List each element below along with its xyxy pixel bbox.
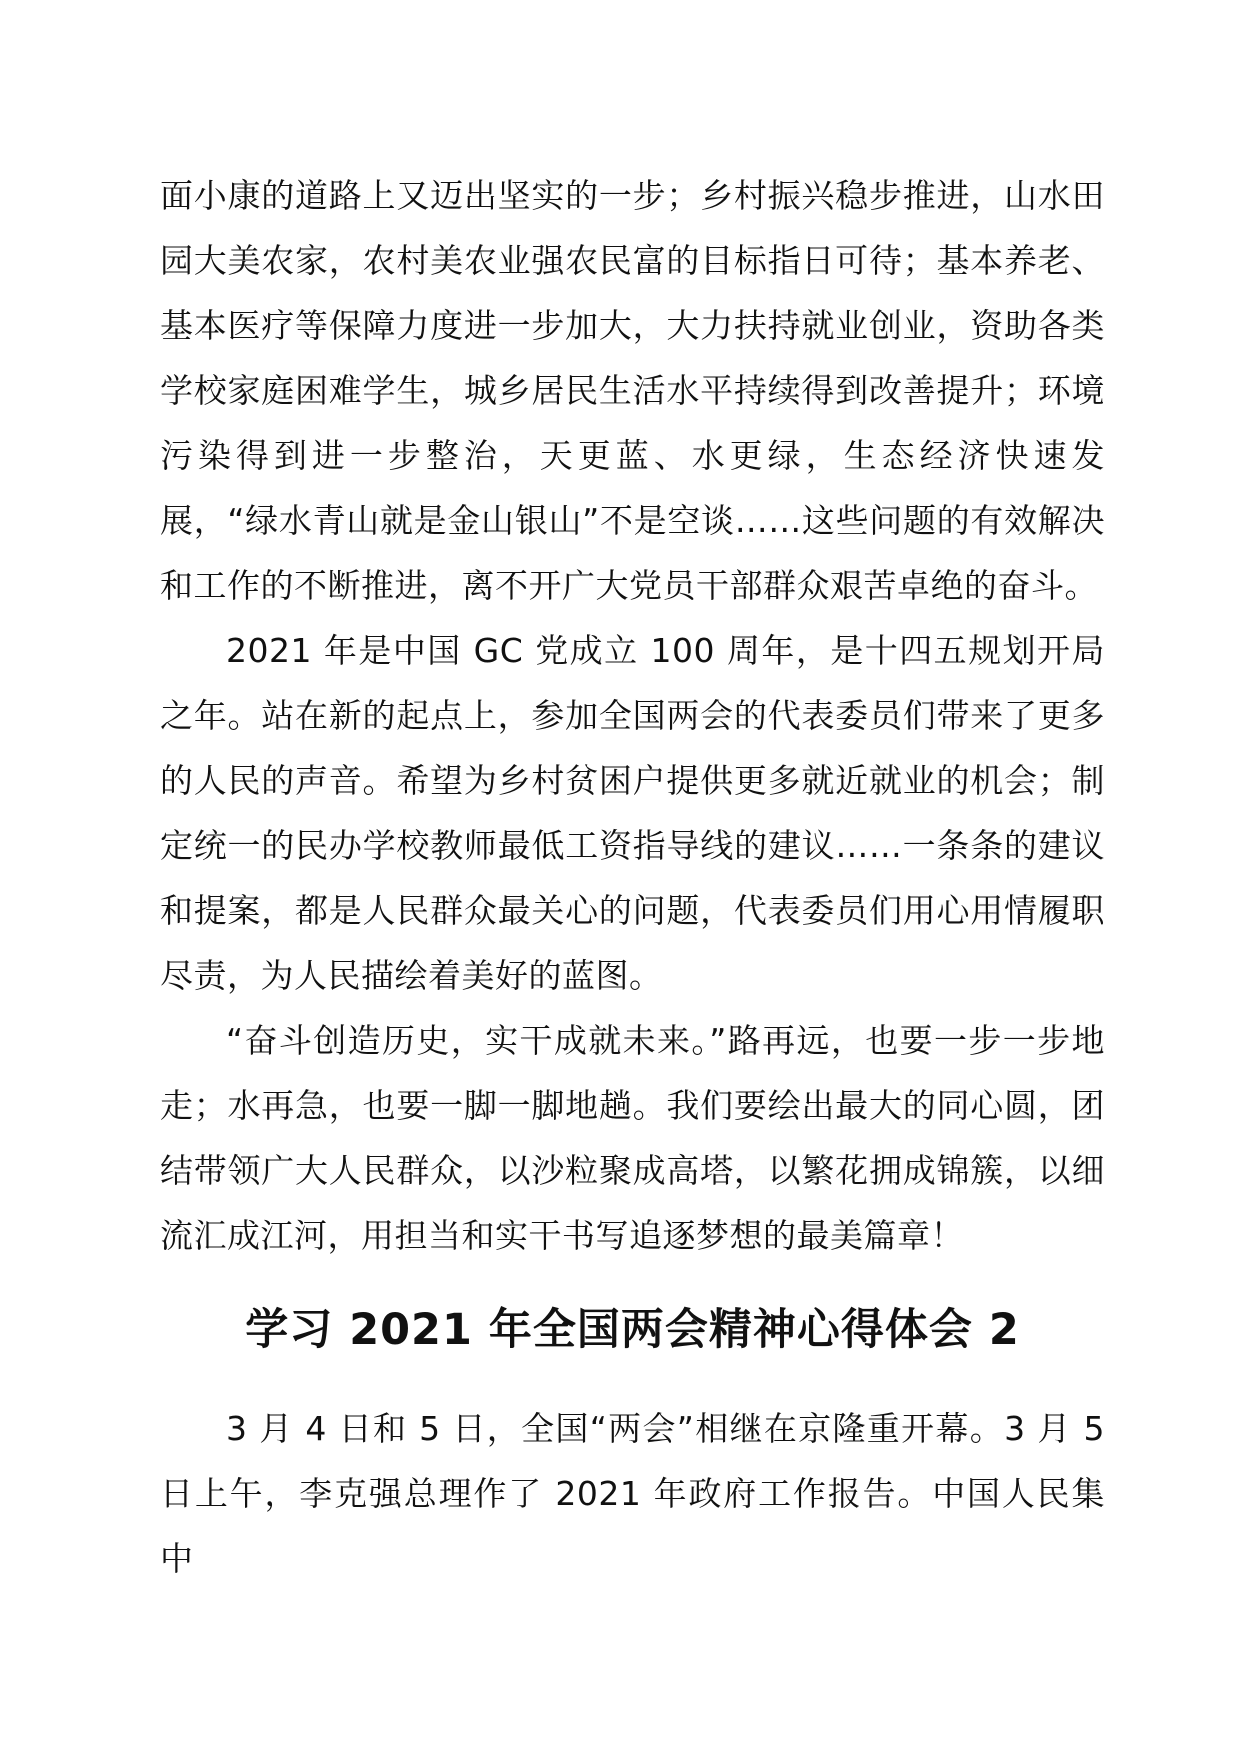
paragraph-2021-centenary: 2021 年是中国 GC 党成立 100 周年，是十四五规划开局之年。站在新的起点上，参加全国两会的代表委员们带来了更多的人民的声音。希望为乡村贫困户提供更多就近就业的机会；制定统一的民办学校教师最低工资指导线的建议……一条条的建议和提案，都是人民群众最关心的问题，代表委员们用心用情履职尽责，为人民描绘着美好的蓝图。	[160, 631, 1105, 995]
paragraph-continued: 面小康的道路上又迈出坚实的一步；乡村振兴稳步推进，山水田园大美农家，农村美农业强农民富的目标指日可待；基本养老、基本医疗等保障力度进一步加大，大力扶持就业创业，资助各类学校家庭困难学生，城乡居民生活水平持续得到改善提升；环境污染得到进一步整治，天更蓝、水更绿，生态经济快速发展，“绿水青山就是金山银山”不是空谈……这些问题的有效解决和工作的不断推进，离不开广大党员干部群众艰苦卓绝的奋斗。	[160, 176, 1105, 605]
section-title: 学习 2021 年全国两会精神心得体会 2	[245, 1305, 1020, 1355]
paragraph-two-sessions-opening: 3 月 4 日和 5 日，全国“两会”相继在京隆重开幕。3 月 5 日上午，李克强总理作了 2021 年政府工作报告。中国人民集中	[160, 1409, 1105, 1578]
paragraph-struggle-future: “奋斗创造历史，实干成就未来。”路再远，也要一步一步地走；水再急，也要一脚一脚地趟。我们要绘出最大的同心圆，团结带领广大人民群众，以沙粒聚成高塔，以繁花拥成锦簇，以细流汇成江河，用担当和实干书写追逐梦想的最美篇章！	[160, 1021, 1105, 1255]
document-body	[160, 163, 1105, 1591]
